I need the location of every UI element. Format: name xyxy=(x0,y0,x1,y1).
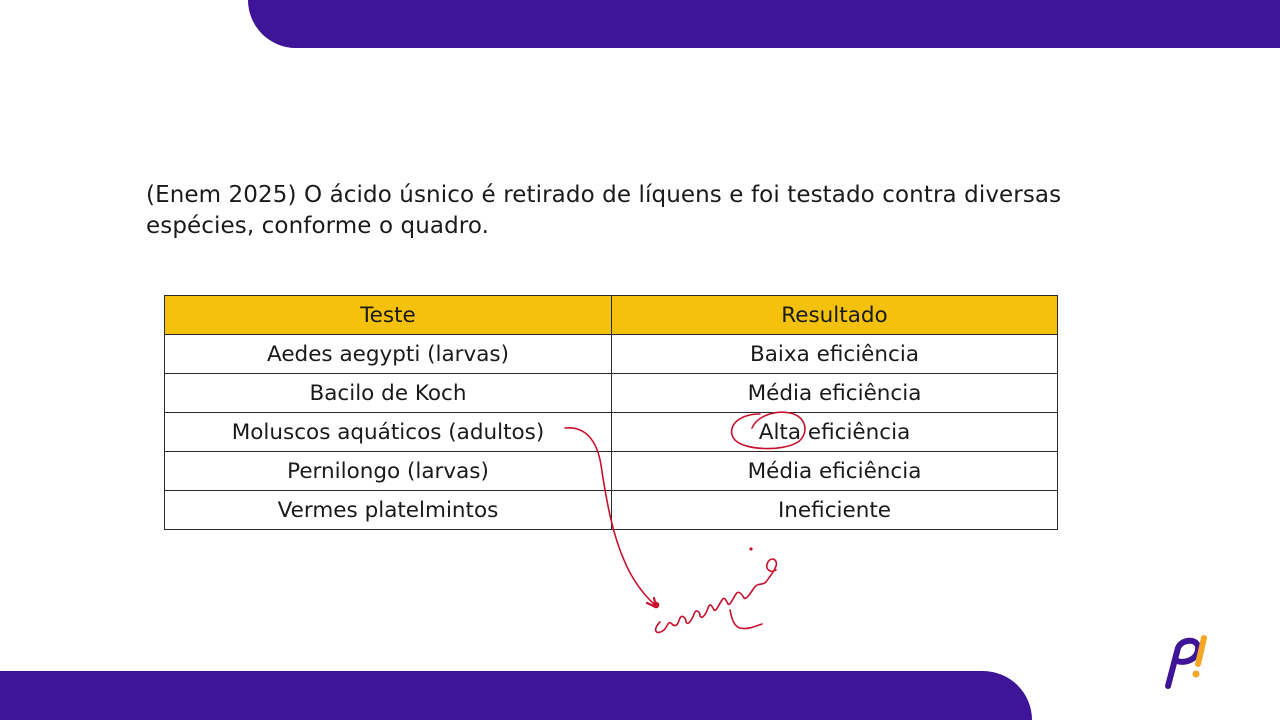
cell-resultado: Alta eficiência xyxy=(612,413,1058,452)
table-header-row xyxy=(165,296,1058,335)
cell-resultado: Média eficiência xyxy=(612,374,1058,413)
cell-teste: Bacilo de Koch xyxy=(165,374,612,413)
cell-resultado: Ineficiente xyxy=(612,491,1058,530)
table-row xyxy=(165,374,1058,413)
cell-resultado: Média eficiência xyxy=(612,452,1058,491)
top-decorative-band xyxy=(248,0,1280,48)
cell-teste: Vermes platelmintos xyxy=(165,491,612,530)
species-table xyxy=(164,295,1058,530)
arrow-head-icon xyxy=(647,598,656,607)
cell-teste: Moluscos aquáticos (adultos) xyxy=(165,413,612,452)
cell-resultado: Baixa eficiência xyxy=(612,335,1058,374)
bottom-decorative-band xyxy=(0,671,1032,720)
header-teste: Teste xyxy=(165,296,612,335)
cell-teste: Pernilongo (larvas) xyxy=(165,452,612,491)
header-resultado: Resultado xyxy=(612,296,1058,335)
question-text: (Enem 2025) O ácido úsnico é retirado de líquens e foi testado contra diversas espécies, conforme o quadro. xyxy=(146,182,1062,239)
brand-logo-icon xyxy=(1158,630,1218,690)
table-row xyxy=(165,413,1058,452)
cell-teste: Aedes aegypti (larvas) xyxy=(165,335,612,374)
table-row xyxy=(165,335,1058,374)
handwriting-scribble-icon xyxy=(656,559,777,632)
table-row xyxy=(165,452,1058,491)
table-row xyxy=(165,491,1058,530)
